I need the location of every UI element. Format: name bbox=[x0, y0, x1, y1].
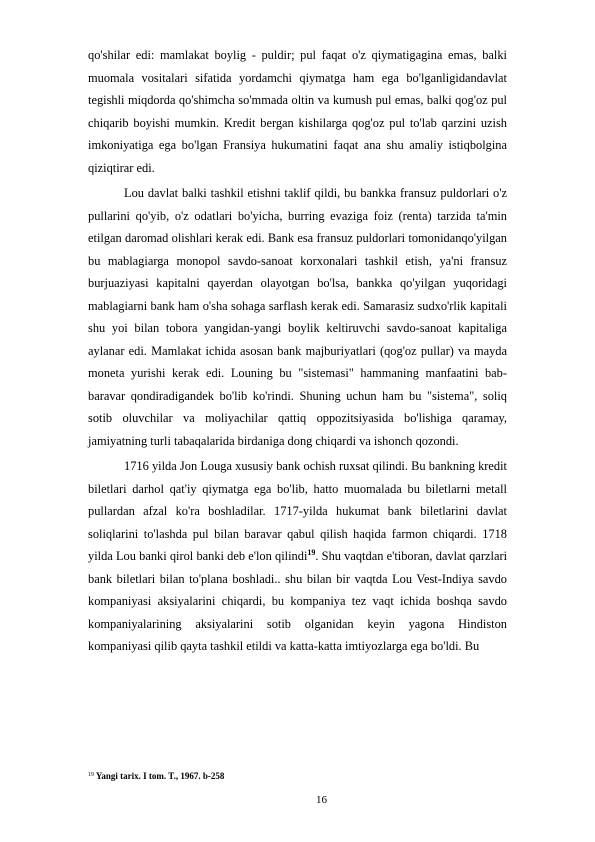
footnote-reference[interactable]: 19 bbox=[307, 548, 316, 557]
footnote-number: 19 bbox=[88, 772, 94, 778]
page-number: 16 bbox=[316, 794, 327, 806]
paragraph-1: qo'shilar edi: mamlakat boylig - puldir; pul faqat o'z qiymatigagina emas, balki muomala vositalari sifatida yordamchi qiymatga ham ega bo'lganligidandavlat tegishli miqdorda qo'shimcha so'mmada oltin va kumush pul emas, balki qog'oz pul chiqarib boyishi mumkin. Kredit bergan kishilarga qog'oz pul to'lab qarzini uzish imkoniyatiga ega bo'lgan Fransiya hukumatini faqat ana shu amaliy istiqbolgina qiziqtirar edi. bbox=[88, 48, 507, 175]
paragraph-3 bbox=[88, 455, 507, 658]
footnote-text: Yangi tarix. I tom. T., 1967. b-258 bbox=[95, 771, 225, 781]
footnote-separator bbox=[88, 766, 233, 767]
footnote bbox=[88, 770, 224, 782]
paragraph-3-text-start: 1716 yilda Jon Louga xususiy bank ochish ruxsat qilindi. Bu bankning kredit biletlari darhol qat'iy qiymatga ega bo'lib, hatto muomalada bu biletlarni metall pullardan afzal ko'ra boshladilar. 1717-yilda hukumat bank biletlarini davlat soliqlarini to'lashda pul bilan baravar qabul qilish haqida farmon chiqardi. 1718 yilda Lou banki qirol banki deb e'lon qilindi bbox=[88, 459, 507, 563]
page-number-container bbox=[0, 793, 595, 807]
paragraph-3-text-end: . Shu vaqtdan e'tiboran, davlat qarzlari bank biletlari bilan to'plana boshladi.. shu bilan bir vaqtda Lou Vest-Indiya savdo kompaniyasi aksiyalarini chiqardi, bu kompaniya tez vaqt ichida boshqa savdo kompaniyalarining aksiyalarini sotib olganidan keyin yagona Hindiston kompaniyasi qilib qayta tashkil etildi va katta-katta imtiyozlarga ega bo'ldi. Bu bbox=[88, 549, 508, 653]
paragraph-2: Lou davlat balki tashkil etishni taklif qildi, bu bankka fransuz puldorlari o'z pullarini qo'yib, o'z odatlari bo'yicha, burring evaziga foiz (renta) tarzida ta'min etilgan daromad olishlari kerak edi. Bank esa fransuz puldorlari tomonidanqo'yilgan bu mablagiarga monopol savdo-sanoat korxonalari tashkil etish, ya'ni fransuz burjuaziyasi kapitalni qayerdan olayotgan bo'lsa, bankka qo'yilgan yuqoridagi mablagiarni bank ham o'sha sohaga sarflash kerak edi. Samarasiz sudxo'rlik kapitali shu yoi bilan tobora yangidan-yangi boylik keltiruvchi savdo-sanoat kapitaliga aylanar edi. Mamlakat ichida asosan bank majburiyatlari (qog'oz pullar) va mayda moneta yurishi kerak edi. Louning bu "sistemasi" hammaning manfaatini bab-baravar qondiradigandek bo'lib ko'rindi. Shuning uchun ham bu "sistema", soliq sotib oluvchilar va moliyachilar qattiq oppozitsiyasida bo'lishiga qaramay, jamiyatning turli tabaqalarida birdaniga dong chiqardi va ishonch qozondi. bbox=[88, 186, 507, 448]
body-text bbox=[88, 44, 507, 658]
